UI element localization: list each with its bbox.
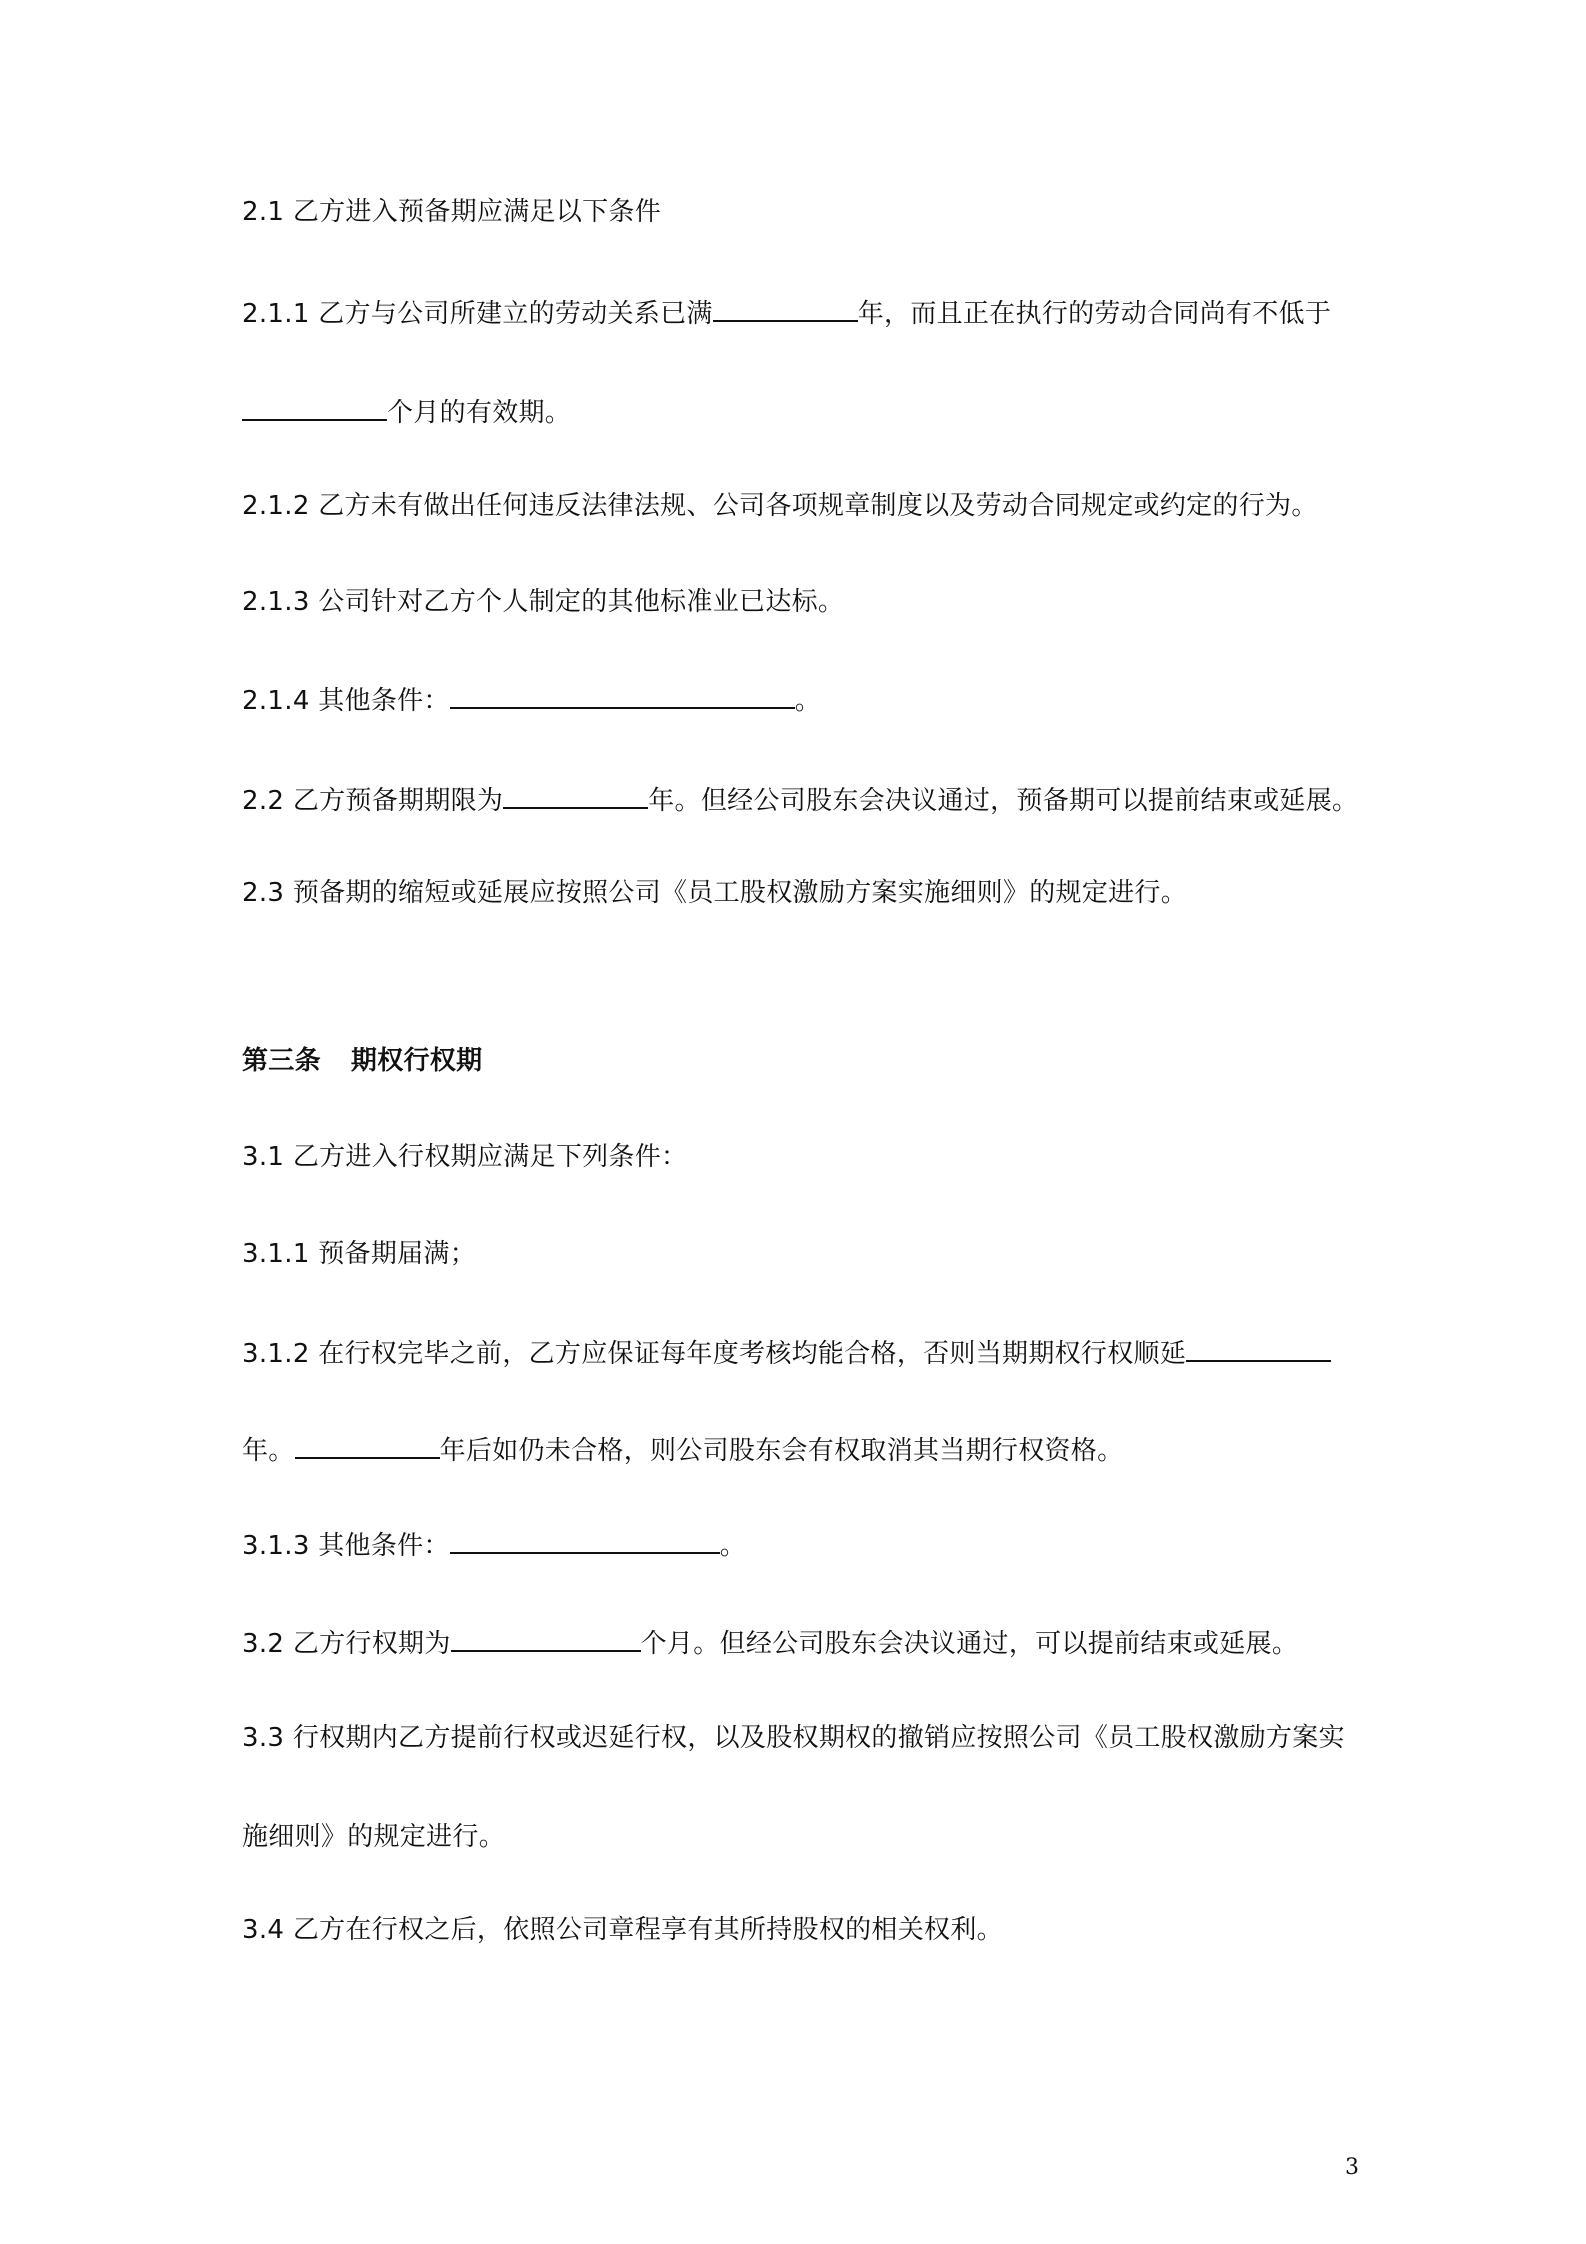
- clause-text: 施细则》的规定进行。: [242, 1822, 506, 1852]
- fill-in-blank[interactable]: [451, 1626, 641, 1652]
- clause-3-1-2: [242, 1336, 1331, 1371]
- clause-text-after: 。: [719, 1531, 747, 1561]
- clause-2-1-1-continued: [242, 395, 571, 430]
- clause-text-before: 3.1.2 在行权完毕之前，乙方应保证每年度考核均能合格，否则当期期权行权顺延: [242, 1339, 1187, 1369]
- fill-in-blank[interactable]: [450, 683, 795, 709]
- clause-2-1-2: [242, 489, 1318, 523]
- clause-text: 2.1.2 乙方未有做出任何违反法律法规、公司各项规章制度以及劳动合同规定或约定的行为。: [242, 491, 1318, 521]
- clause-2-1: [242, 195, 661, 229]
- clause-text: 3.1 乙方进入行权期应满足下列条件：: [242, 1142, 688, 1172]
- clause-2-3: [242, 876, 1187, 910]
- clause-3-1-2-continued: [242, 1433, 1123, 1468]
- fill-in-blank[interactable]: [1186, 1336, 1331, 1362]
- clause-3-3-continued: [242, 1820, 505, 1854]
- clause-3-3: [242, 1721, 1345, 1755]
- article-label: 第三条: [242, 1046, 321, 1076]
- clause-text-before: 2.2 乙方预备期期限为: [242, 786, 504, 816]
- clause-text-before: 年。: [242, 1436, 295, 1466]
- clause-text-after: 。: [794, 686, 822, 716]
- clause-text: 3.1.1 预备期届满；: [242, 1239, 477, 1269]
- clause-2-1-4: [242, 683, 821, 718]
- clause-3-2: [242, 1626, 1298, 1661]
- clause-text-before: 3.2 乙方行权期为: [242, 1629, 451, 1659]
- clause-text-after: 个月。但经公司股东会决议通过，可以提前结束或延展。: [640, 1629, 1299, 1659]
- fill-in-blank[interactable]: [503, 783, 648, 809]
- fill-in-blank[interactable]: [450, 1528, 720, 1554]
- fill-in-blank[interactable]: [713, 296, 858, 322]
- clause-3-1-3: [242, 1528, 746, 1563]
- clause-text-before: 2.1.1 乙方与公司所建立的劳动关系已满: [242, 299, 713, 329]
- clause-2-1-3: [242, 585, 844, 619]
- clause-text: 2.1.3 公司针对乙方个人制定的其他标准业已达标。: [242, 587, 845, 617]
- clause-text-before: 2.1.4 其他条件：: [242, 686, 450, 716]
- article-3-heading: [242, 1044, 482, 1078]
- article-title: 期权行权期: [350, 1046, 483, 1076]
- page-number: 3: [1345, 2155, 1359, 2180]
- clause-text: 2.3 预备期的缩短或延展应按照公司《员工股权激励方案实施细则》的规定进行。: [242, 878, 1188, 908]
- clause-2-2: [242, 783, 1358, 818]
- fill-in-blank[interactable]: [242, 395, 387, 421]
- clause-text-after: 年后如仍未合格，则公司股东会有权取消其当期行权资格。: [439, 1436, 1124, 1466]
- clause-3-1: [242, 1140, 687, 1174]
- clause-text: 2.1 乙方进入预备期应满足以下条件: [242, 197, 662, 227]
- clause-text-after: 个月的有效期。: [387, 398, 572, 428]
- clause-text: 3.4 乙方在行权之后，依照公司章程享有其所持股权的相关权利。: [242, 1915, 1003, 1945]
- clause-text: 3.3 行权期内乙方提前行权或迟延行权，以及股权期权的撤销应按照公司《员工股权激励方案实: [242, 1723, 1345, 1753]
- fill-in-blank[interactable]: [295, 1433, 440, 1459]
- clause-2-1-1: [242, 296, 1331, 331]
- clause-3-1-1: [242, 1237, 476, 1271]
- clause-text-after: 年，而且正在执行的劳动合同尚有不低于: [857, 299, 1332, 329]
- clause-text-after: 年。但经公司股东会决议通过，预备期可以提前结束或延展。: [648, 786, 1359, 816]
- clause-text-before: 3.1.3 其他条件：: [242, 1531, 450, 1561]
- clause-3-4: [242, 1913, 1003, 1947]
